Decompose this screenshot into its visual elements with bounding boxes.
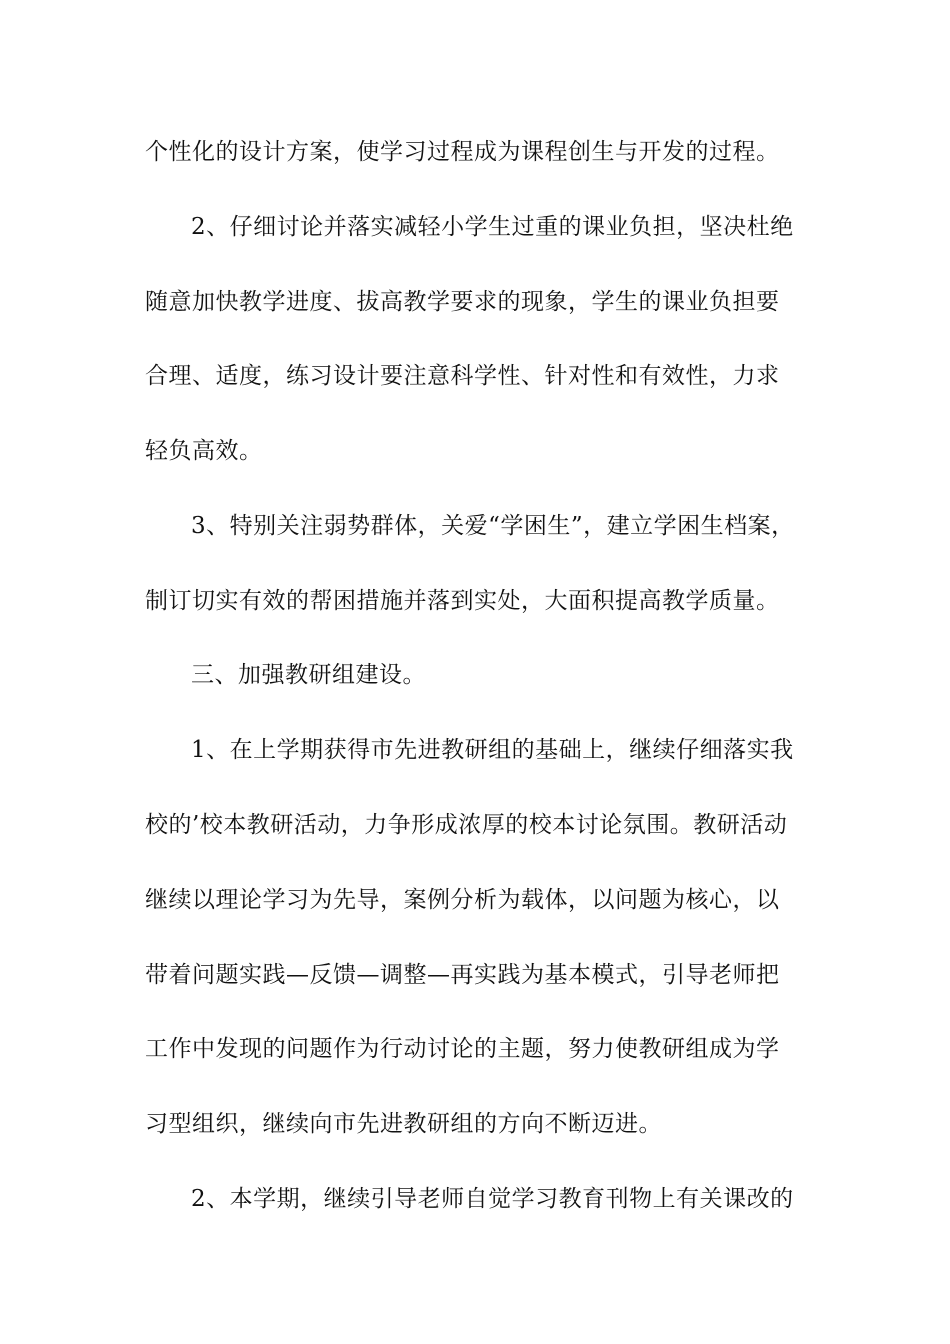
paragraph-start-line: 2、本学期，继续引导老师自觉学习教育刊物上有关课改的 bbox=[191, 1186, 794, 1212]
text-line: 工作中发现的问题作为行动讨论的主题，努力使教研组成为学 bbox=[145, 1036, 780, 1062]
paragraph-start-line: 1、在上学期获得市先进教研组的基础上，继续仔细落实我 bbox=[191, 737, 794, 763]
text-line: 合理、适度，练习设计要注意科学性、针对性和有效性，力求 bbox=[145, 363, 780, 389]
text-line: 校的’校本教研活动，力争形成浓厚的校本讨论氛围。教研活动 bbox=[145, 812, 788, 838]
paragraph-start-line: 3、特别关注弱势群体，关爱“学困生”，建立学困生档案， bbox=[191, 513, 795, 539]
paragraph-start-line: 2、仔细讨论并落实减轻小学生过重的课业负担，坚决杜绝 bbox=[191, 214, 794, 240]
text-line: 个性化的设计方案，使学习过程成为课程创生与开发的过程。 bbox=[145, 139, 780, 165]
text-line: 轻负高效。 bbox=[145, 438, 263, 464]
text-line: 习型组织，继续向市先进教研组的方向不断迈进。 bbox=[145, 1111, 662, 1137]
text-line: 制订切实有效的帮困措施并落到实处，大面积提高教学质量。 bbox=[145, 588, 780, 614]
section-heading: 三、加强教研组建设。 bbox=[191, 662, 426, 688]
text-line: 继续以理论学习为先导，案例分析为载体，以问题为核心，以 bbox=[145, 887, 780, 913]
text-line: 带着问题实践—反馈—调整—再实践为基本模式，引导老师把 bbox=[145, 962, 780, 988]
text-line: 随意加快教学进度、拔高教学要求的现象，学生的课业负担要 bbox=[145, 289, 780, 315]
